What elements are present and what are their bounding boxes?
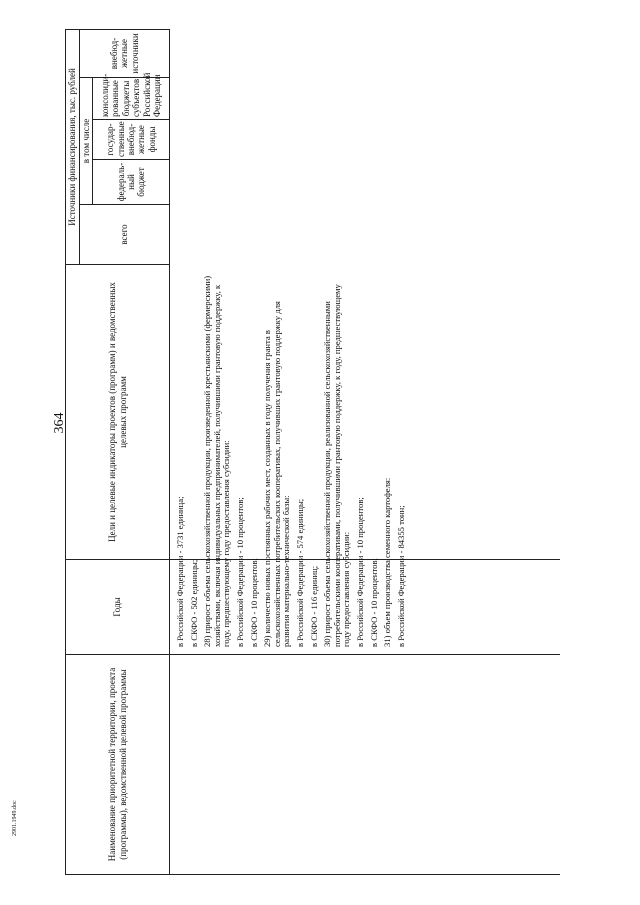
list-item: 29) количество новых постоянных рабочих мест, созданных в году получения гранта в сельскохозяйственных потребительских кооперативах, получивших грантовую поддержку для развития материально-технической базы: [262, 301, 292, 647]
list-item: в Российской Федерации - 84355 тонн; [395, 505, 406, 647]
header-regional: консолиди-рованные бюджеты субъектов Российской Федерации [93, 78, 170, 120]
document-footer: 2901.1949.doc [12, 800, 18, 836]
list-item: в СКФО - 10 процентов; [248, 558, 259, 647]
list-item: в Российской Федерации - 10 процентов; [234, 497, 245, 647]
header-extra: внебюд-жетные источники [80, 29, 170, 77]
list-item: в СКФО - 116 единиц; [308, 565, 319, 647]
header-federal: федераль-ный бюджет [93, 160, 170, 205]
table-body [170, 30, 560, 875]
list-item: в Российской Федерации - 3731 единица; [175, 496, 185, 647]
header-total: всего [80, 205, 170, 265]
header-state-funds: государ-ственные внебюд-жетные фонды [93, 120, 170, 160]
list-item: в СКФО - 10 процентов; [368, 558, 379, 647]
header-goals: Цели и целевые индикаторы проектов (программ) и ведомственных целевых программ [66, 265, 170, 560]
list-item: 28) прирост объема сельскохозяйственной продукции, произведенной крестьянскими (фермерскими) хозяйствами, включая индивидуальных предпринимателей, получившими грантовую поддержку, к году, предшествующему году предоставления субсидии: [202, 275, 232, 647]
goals-list [176, 267, 556, 647]
header-name: Наименование приоритетной территории, проекта (программы), ведомственной целевой программы [66, 655, 170, 875]
header-years: Годы [66, 560, 170, 655]
page-number: 364 [52, 412, 67, 434]
header-sources: Источники финансирования, тыс. рублей [66, 29, 80, 264]
header-including: в том числе [80, 78, 93, 205]
list-item: в Российской Федерации - 574 единицы; [294, 498, 305, 647]
list-item: в СКФО - 502 единицы; [188, 559, 199, 647]
list-item: 31) объем производства семенного картофеля: [382, 477, 393, 647]
list-item: 30) прирост объема сельскохозяйственной продукции, реализованной сельскохозяйственными потребительскими кооперативами, получившими грантовую поддержку, к году, предшествующему году предоставления субсидии: [322, 284, 352, 647]
table-header [65, 30, 170, 875]
list-item: в Российской Федерации - 10 процентов; [354, 497, 365, 647]
